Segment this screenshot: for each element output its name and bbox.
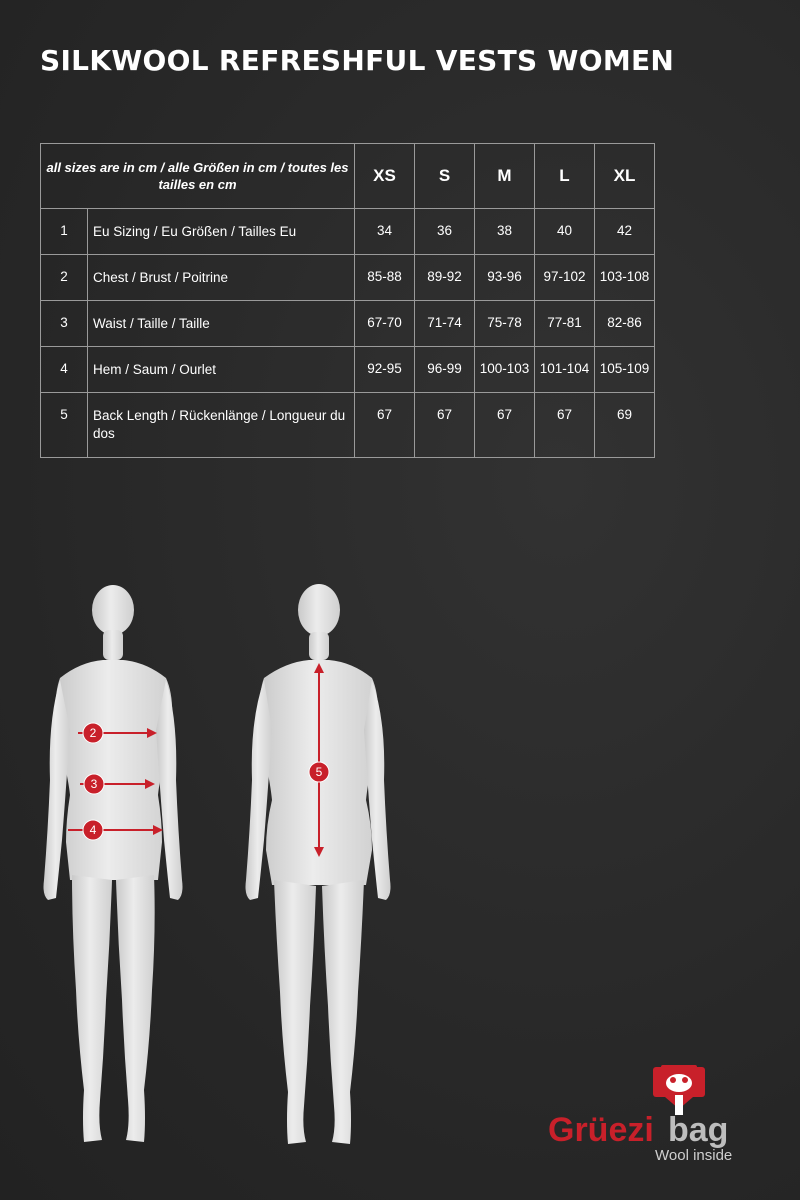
logo-text-bag: bag <box>668 1111 729 1149</box>
cell-value: 101-104 <box>535 347 595 393</box>
svg-text:5: 5 <box>315 765 323 779</box>
svg-text:2: 2 <box>89 726 97 740</box>
table-row <box>41 347 655 393</box>
cell-value: 93-96 <box>475 255 535 301</box>
size-header-xl: XL <box>595 144 655 209</box>
row-label: Waist / Taille / Taille <box>88 301 355 347</box>
cell-value: 97-102 <box>535 255 595 301</box>
row-index: 3 <box>41 301 88 347</box>
cell-value: 67 <box>355 393 415 458</box>
front-mannequin <box>44 585 183 1142</box>
table-row <box>41 393 655 458</box>
cell-value: 34 <box>355 209 415 255</box>
cell-value: 67-70 <box>355 301 415 347</box>
cell-value: 42 <box>595 209 655 255</box>
size-chart-table <box>40 143 655 458</box>
cell-value: 103-108 <box>595 255 655 301</box>
page-title: SILKWOOL REFRESHFUL VESTS WOMEN <box>40 44 675 77</box>
size-header-s: S <box>415 144 475 209</box>
cell-value: 85-88 <box>355 255 415 301</box>
cell-value: 96-99 <box>415 347 475 393</box>
cell-value: 36 <box>415 209 475 255</box>
cell-value: 77-81 <box>535 301 595 347</box>
cell-value: 40 <box>535 209 595 255</box>
cell-value: 75-78 <box>475 301 535 347</box>
svg-text:3: 3 <box>90 777 98 791</box>
row-label: Eu Sizing / Eu Größen / Tailles Eu <box>88 209 355 255</box>
logo-text-gruezi: Grüezi <box>548 1111 654 1149</box>
logo-tagline: Wool inside <box>655 1147 733 1164</box>
table-row <box>41 255 655 301</box>
cell-value: 82-86 <box>595 301 655 347</box>
cell-value: 89-92 <box>415 255 475 301</box>
marker-hem <box>83 820 103 840</box>
table-row <box>41 301 655 347</box>
row-index: 4 <box>41 347 88 393</box>
marker-waist <box>84 774 104 794</box>
row-index: 2 <box>41 255 88 301</box>
table-header-row <box>41 144 655 209</box>
marker-back-length <box>309 762 329 782</box>
size-header-m: M <box>475 144 535 209</box>
cell-value: 67 <box>535 393 595 458</box>
table-row <box>41 209 655 255</box>
marker-chest <box>83 723 103 743</box>
cell-value: 71-74 <box>415 301 475 347</box>
cell-value: 100-103 <box>475 347 535 393</box>
sheep-bag-icon <box>545 1065 765 1115</box>
brand-logo <box>545 1065 765 1165</box>
cell-value: 67 <box>475 393 535 458</box>
size-header-l: L <box>535 144 595 209</box>
cell-value: 69 <box>595 393 655 458</box>
cell-value: 38 <box>475 209 535 255</box>
row-label: Hem / Saum / Ourlet <box>88 347 355 393</box>
size-header-xs: XS <box>355 144 415 209</box>
svg-text:4: 4 <box>89 823 97 837</box>
row-index: 1 <box>41 209 88 255</box>
row-label: Chest / Brust / Poitrine <box>88 255 355 301</box>
cell-value: 92-95 <box>355 347 415 393</box>
units-note: all sizes are in cm / alle Größen in cm / toutes les tailles en cm <box>41 144 355 209</box>
cell-value: 67 <box>415 393 475 458</box>
row-index: 5 <box>41 393 88 458</box>
row-label: Back Length / Rückenlänge / Longueur du dos <box>88 393 355 458</box>
cell-value: 105-109 <box>595 347 655 393</box>
